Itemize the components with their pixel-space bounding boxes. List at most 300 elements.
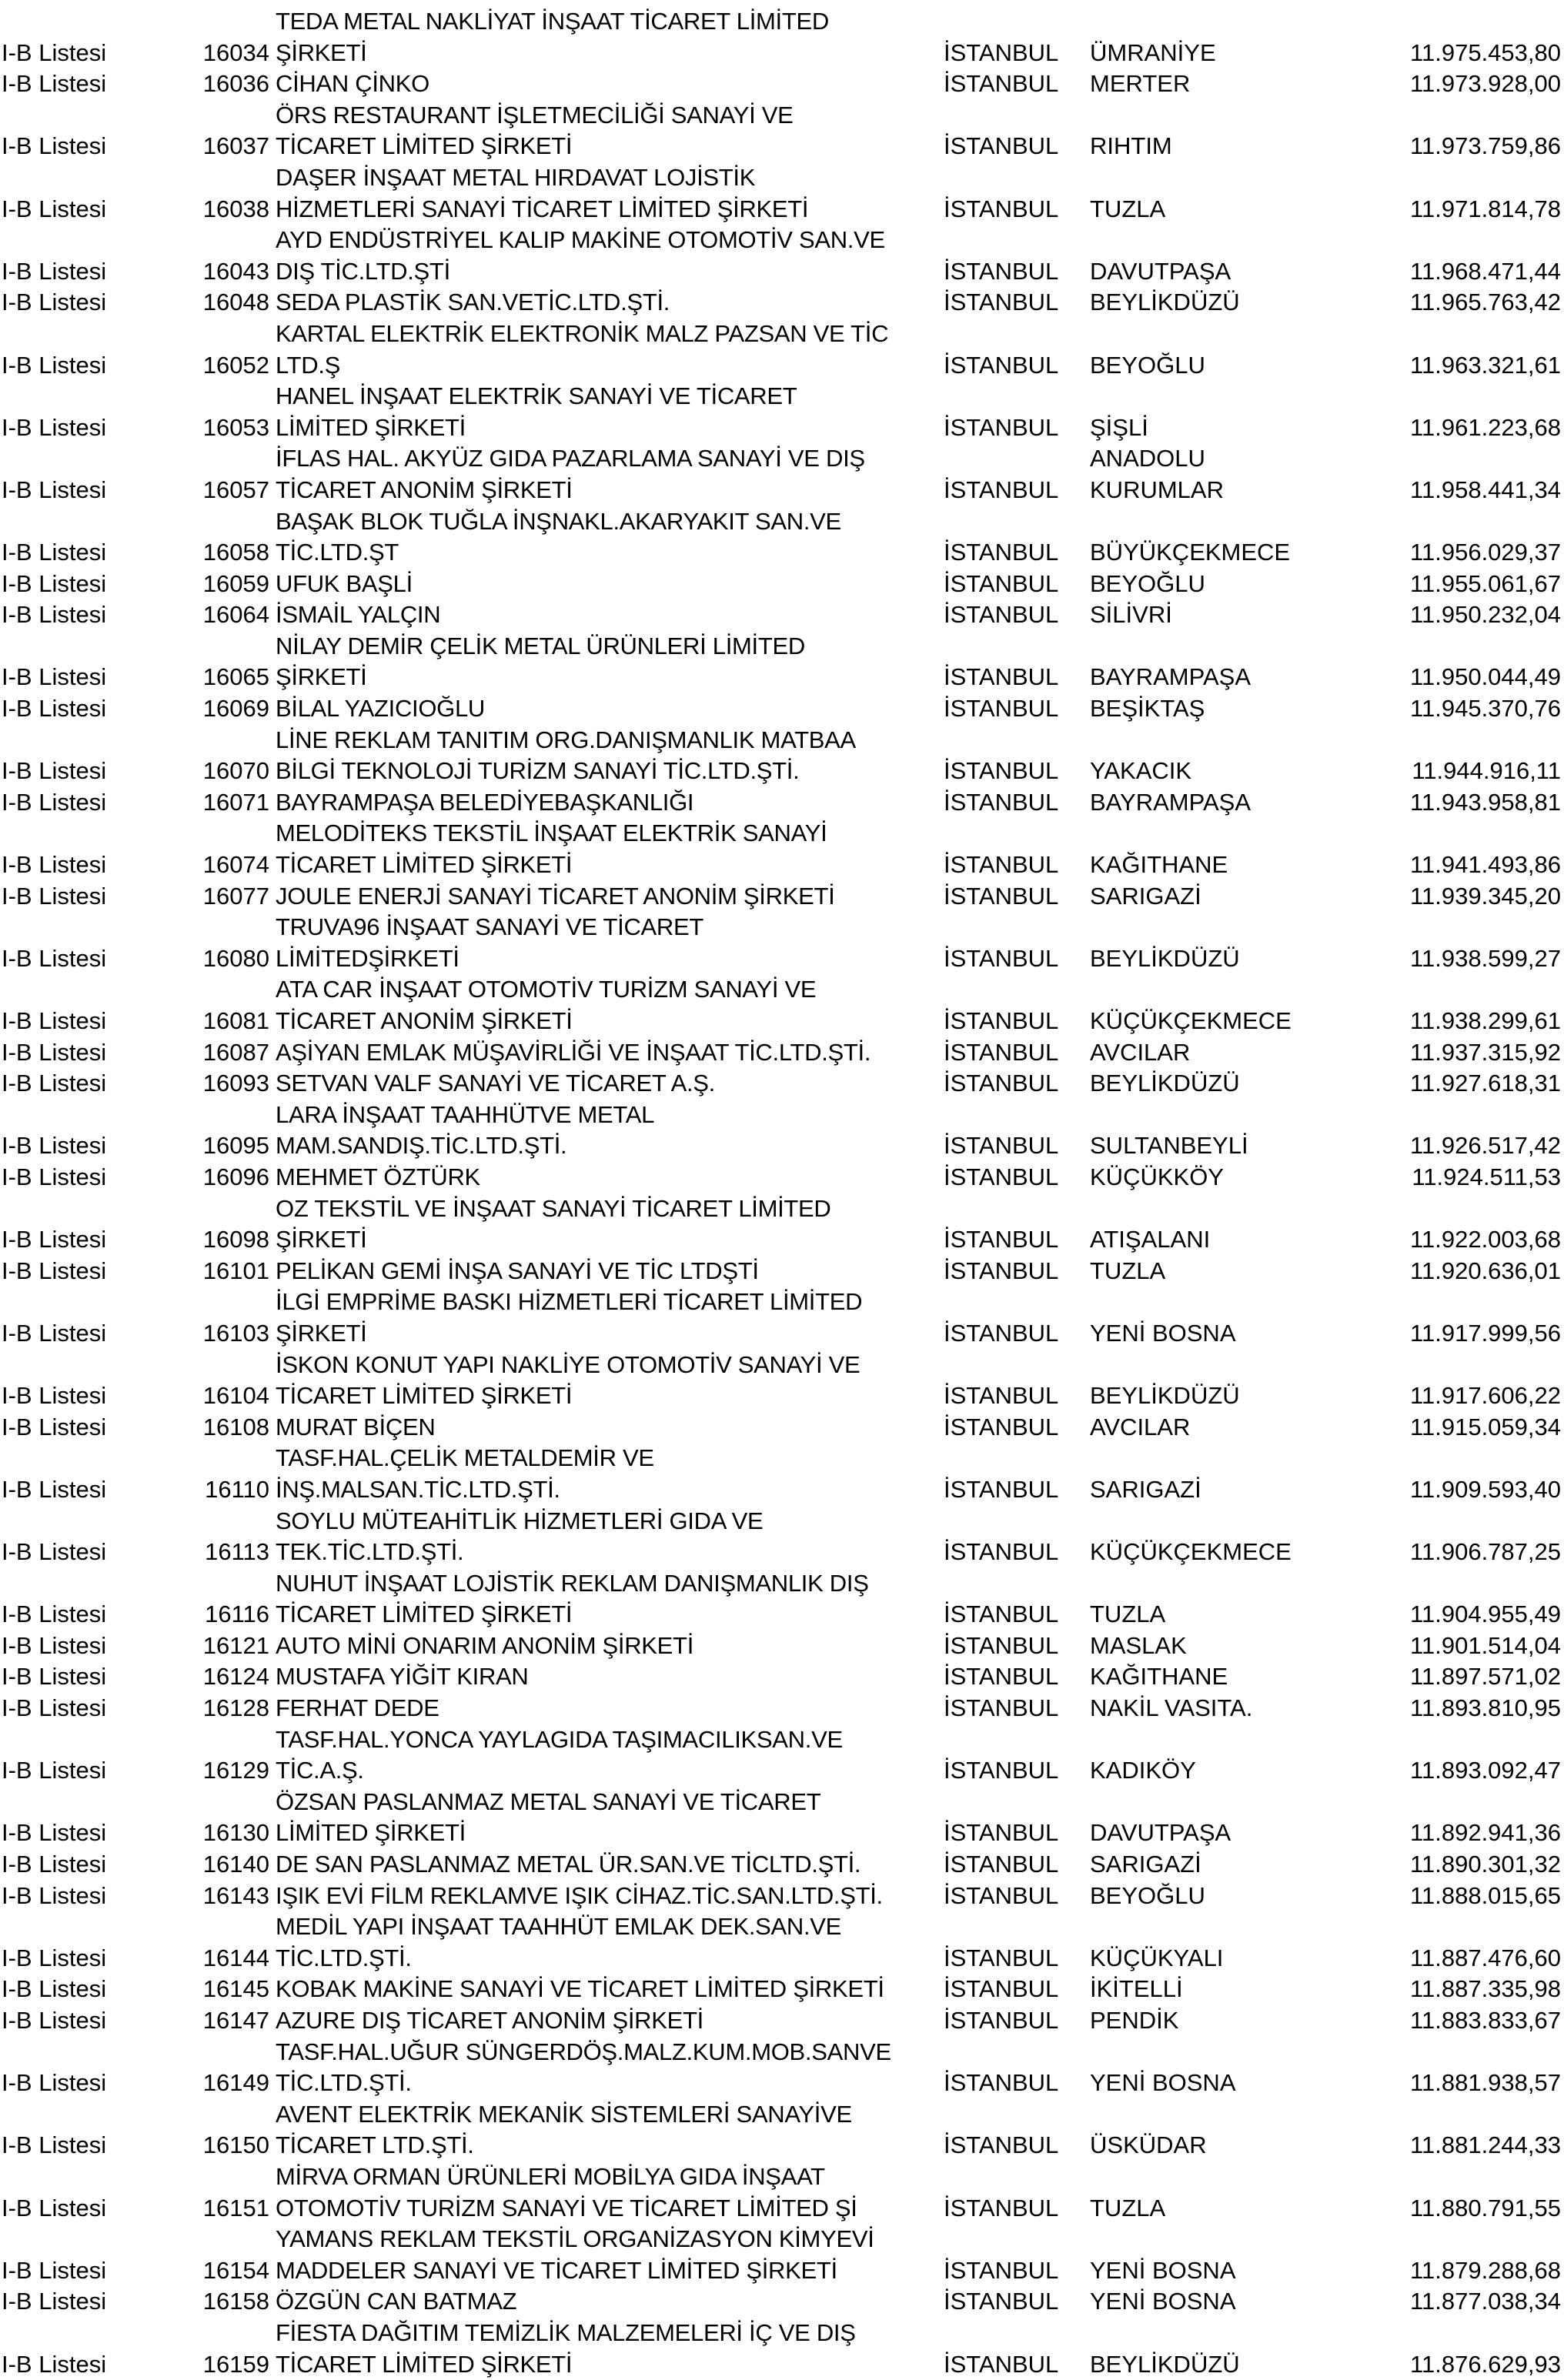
amount-cell: 11.893.810,95	[1410, 1694, 1561, 1722]
record-id-cell: 16121	[202, 1631, 269, 1659]
row-line	[0, 1974, 1564, 2005]
amount-cell: 11.887.335,98	[1410, 1975, 1561, 2003]
company-name-cell: OZ TEKSTİL VE İNŞAAT SANAYİ TİCARET LİMİTED	[276, 1194, 831, 1222]
list-type-cell: I-B Listesi	[2, 38, 107, 66]
table-row	[0, 1568, 1564, 1631]
table-row	[0, 1693, 1564, 1724]
company-name-cell: ŞİRKETİ	[276, 663, 367, 691]
city-cell: İSTANBUL	[944, 1007, 1059, 1034]
table-row	[0, 100, 1564, 162]
row-line	[0, 2130, 1564, 2161]
city-cell: İSTANBUL	[944, 413, 1059, 441]
row-line	[0, 68, 1564, 100]
amount-cell: 11.924.511,53	[1412, 1163, 1561, 1190]
list-type-cell: I-B Listesi	[2, 2256, 107, 2284]
city-cell: İSTANBUL	[944, 1257, 1059, 1284]
city-cell: İSTANBUL	[944, 601, 1059, 629]
row-line	[0, 475, 1564, 506]
table-row	[0, 2161, 1564, 2224]
company-name-cell: TİC.LTD.ŞTİ.	[276, 2069, 412, 2097]
district-cell: BAYRAMPAŞA	[1090, 788, 1252, 816]
amount-cell: 11.938.299,61	[1410, 1007, 1561, 1034]
company-name-cell: AUTO MİNİ ONARIM ANONİM ŞİRKETİ	[276, 1631, 694, 1659]
row-line	[0, 725, 1564, 756]
record-id-cell: 16069	[202, 695, 269, 723]
record-id-cell: 16070	[202, 757, 269, 785]
company-name-cell: MEHMET ÖZTÜRK	[276, 1163, 480, 1190]
list-type-cell: I-B Listesi	[2, 1538, 107, 1566]
record-id-cell: 16150	[202, 2131, 269, 2159]
company-name-cell: AŞİYAN EMLAK MÜŞAVİRLİĞİ VE İNŞAAT TİC.LTD.ŞTİ.	[276, 1038, 871, 1066]
amount-cell: 11.968.471,44	[1410, 257, 1561, 285]
company-name-cell: BAŞAK BLOK TUĞLA İNŞNAKL.AKARYAKIT SAN.VE	[276, 507, 841, 535]
table-row	[0, 881, 1564, 913]
list-type-cell: I-B Listesi	[2, 2131, 107, 2159]
record-id-cell: 16071	[202, 788, 269, 816]
company-name-cell: ÖZSAN PASLANMAZ METAL SANAYİ VE TİCARET	[276, 1788, 821, 1815]
company-name-cell: TASF.HAL.YONCA YAYLAGIDA TAŞIMACILIKSAN.VE	[276, 1725, 843, 1753]
row-line	[0, 974, 1564, 1006]
row-line	[0, 1130, 1564, 1162]
company-name-cell: İSMAİL YALÇIN	[276, 601, 441, 629]
company-name-cell: KOBAK MAKİNE SANAYİ VE TİCARET LİMİTED ŞİRKETİ	[276, 1975, 884, 2003]
company-name-cell: ATA CAR İNŞAAT OTOMOTİV TURİZM SANAYİ VE	[276, 976, 817, 1003]
district-cell: ÜMRANİYE	[1090, 38, 1216, 66]
company-name-cell: TİCARET LİMİTED ŞİRKETİ	[276, 851, 573, 879]
company-name-cell: BİLAL YAZICIOĞLU	[276, 695, 486, 723]
row-line	[0, 1693, 1564, 1724]
city-cell: İSTANBUL	[944, 70, 1059, 98]
row-line	[0, 2193, 1564, 2225]
amount-cell: 11.922.003,68	[1410, 1226, 1561, 1253]
district-cell: BEYOĞLU	[1090, 351, 1205, 379]
list-type-cell: I-B Listesi	[2, 476, 107, 503]
record-id-cell: 16059	[202, 569, 269, 597]
district-cell: RIHTIM	[1090, 132, 1172, 160]
company-name-cell: TİC.LTD.ŞT	[276, 539, 399, 566]
list-type-cell: I-B Listesi	[2, 882, 107, 910]
district-cell: TUZLA	[1090, 195, 1166, 222]
record-id-cell: 16130	[202, 1819, 269, 1847]
amount-cell: 11.973.928,00	[1410, 70, 1561, 98]
company-name-cell: TEDA METAL NAKLİYAT İNŞAAT TİCARET LİMİTED	[276, 8, 829, 35]
table-row	[0, 1350, 1564, 1412]
table-row	[0, 1881, 1564, 1912]
city-cell: İSTANBUL	[944, 788, 1059, 816]
district-cell: PENDİK	[1090, 2007, 1179, 2034]
row-line	[0, 256, 1564, 288]
list-type-cell: I-B Listesi	[2, 601, 107, 629]
row-line	[0, 1162, 1564, 1193]
row-line	[0, 2005, 1564, 2037]
company-name-cell: LİMİTEDŞİRKETİ	[276, 944, 460, 972]
city-cell: İSTANBUL	[944, 1413, 1059, 1440]
record-id-cell: 16129	[202, 1757, 269, 1784]
company-name-cell: MAM.SANDIŞ.TİC.LTD.ŞTİ.	[276, 1132, 567, 1160]
company-name-cell: MADDELER SANAYİ VE TİCARET LİMİTED ŞİRKETİ	[276, 2256, 837, 2284]
city-cell: İSTANBUL	[944, 1631, 1059, 1659]
table-row	[0, 1287, 1564, 1349]
amount-cell: 11.888.015,65	[1410, 1881, 1561, 1909]
company-name-cell: ÖRS RESTAURANT İŞLETMECİLİĞİ SANAYİ VE	[276, 101, 794, 129]
list-type-cell: I-B Listesi	[2, 2007, 107, 2034]
record-id-cell: 16036	[202, 70, 269, 98]
record-id-cell: 16104	[202, 1382, 269, 1410]
city-cell: İSTANBUL	[944, 1382, 1059, 1410]
company-name-cell: TİC.A.Ş.	[276, 1757, 364, 1784]
company-name-cell: ÖZGÜN CAN BATMAZ	[276, 2288, 517, 2315]
company-name-cell: MURAT BİÇEN	[276, 1413, 436, 1440]
record-id-cell: 16145	[202, 1975, 269, 2003]
district-cell: KÜÇÜKKÖY	[1090, 1163, 1224, 1190]
list-type-cell: I-B Listesi	[2, 539, 107, 566]
city-cell: İSTANBUL	[944, 1538, 1059, 1566]
row-line	[0, 6, 1564, 38]
city-cell: İSTANBUL	[944, 351, 1059, 379]
amount-cell: 11.955.061,67	[1410, 569, 1561, 597]
row-line	[0, 2037, 1564, 2068]
table-row	[0, 1506, 1564, 1568]
company-name-cell: MUSTAFA YİĞİT KIRAN	[276, 1663, 529, 1691]
city-cell: İSTANBUL	[944, 289, 1059, 316]
list-type-cell: I-B Listesi	[2, 195, 107, 222]
district-cell: BÜYÜKÇEKMECE	[1090, 539, 1291, 566]
company-name-cell: YAMANS REKLAM TEKSTİL ORGANİZASYON KİMYEVİ	[276, 2225, 874, 2253]
row-line	[0, 1006, 1564, 1037]
district-cell: KADIKÖY	[1090, 1757, 1196, 1784]
row-line	[0, 1224, 1564, 1256]
table-row	[0, 381, 1564, 443]
district-cell: TUZLA	[1090, 1257, 1166, 1284]
record-id-cell: 16159	[202, 2350, 269, 2378]
table-row	[0, 2286, 1564, 2318]
company-name-cell: FİESTA DAĞITIM TEMİZLİK MALZEMELERİ İÇ VE DIŞ	[276, 2318, 856, 2346]
company-name-cell: TİCARET LTD.ŞTİ.	[276, 2131, 474, 2159]
list-type-cell: I-B Listesi	[2, 1631, 107, 1659]
city-cell: İSTANBUL	[944, 1475, 1059, 1503]
company-name-cell: HANEL İNŞAAT ELEKTRİK SANAYİ VE TİCARET	[276, 382, 797, 410]
row-line	[0, 1661, 1564, 1693]
list-type-cell: I-B Listesi	[2, 1382, 107, 1410]
record-id-cell: 16110	[205, 1475, 269, 1503]
table-row	[0, 1974, 1564, 2005]
table-row	[0, 2318, 1564, 2380]
record-id-cell: 16037	[202, 132, 269, 160]
table-row	[0, 506, 1564, 569]
list-type-cell: I-B Listesi	[2, 1226, 107, 1253]
company-name-cell: İLGİ EMPRİME BASKI HİZMETLERİ TİCARET LİMİTED	[276, 1288, 863, 1316]
list-type-cell: I-B Listesi	[2, 2288, 107, 2315]
row-line	[0, 787, 1564, 819]
amount-cell: 11.920.636,01	[1410, 1257, 1561, 1284]
table-row	[0, 68, 1564, 100]
city-cell: İSTANBUL	[944, 569, 1059, 597]
district-cell: YENİ BOSNA	[1090, 2256, 1236, 2284]
list-type-cell: I-B Listesi	[2, 695, 107, 723]
row-line	[0, 2318, 1564, 2349]
record-id-cell: 16140	[202, 1851, 269, 1878]
amount-cell: 11.938.599,27	[1410, 944, 1561, 972]
table-row	[0, 1068, 1564, 1100]
district-cell: ANADOLU	[1090, 445, 1205, 472]
company-name-cell: UFUK BAŞLİ	[276, 569, 413, 597]
table-row	[0, 162, 1564, 225]
company-name-cell: NİLAY DEMİR ÇELİK METAL ÜRÜNLERİ LİMİTED	[276, 632, 805, 659]
row-line	[0, 1037, 1564, 1069]
row-line	[0, 162, 1564, 194]
record-id-cell: 16052	[202, 351, 269, 379]
table-row	[0, 287, 1564, 319]
row-line	[0, 2286, 1564, 2318]
amount-cell: 11.956.029,37	[1410, 539, 1561, 566]
table-row	[0, 818, 1564, 880]
record-id-cell: 16034	[202, 38, 269, 66]
table-row	[0, 974, 1564, 1036]
row-line	[0, 1193, 1564, 1225]
amount-cell: 11.945.370,76	[1410, 695, 1561, 723]
company-name-cell: TİCARET LİMİTED ŞİRKETİ	[276, 132, 573, 160]
table-row	[0, 319, 1564, 381]
district-cell: TUZLA	[1090, 1601, 1166, 1628]
city-cell: İSTANBUL	[944, 2194, 1059, 2221]
company-name-cell: BAYRAMPAŞA BELEDİYEBAŞKANLIĞI	[276, 788, 694, 816]
district-cell: BAYRAMPAŞA	[1090, 663, 1252, 691]
row-line	[0, 1068, 1564, 1100]
list-type-cell: I-B Listesi	[2, 1070, 107, 1097]
company-name-cell: PELİKAN GEMİ İNŞA SANAYİ VE TİC LTDŞTİ	[276, 1257, 759, 1284]
district-cell: ÜSKÜDAR	[1090, 2131, 1207, 2159]
district-cell: BEYOĞLU	[1090, 1881, 1205, 1909]
list-type-cell: I-B Listesi	[2, 1475, 107, 1503]
record-id-cell: 16103	[202, 1319, 269, 1347]
district-cell: KÜÇÜKYALI	[1090, 1944, 1224, 1971]
district-cell: BEYLİKDÜZÜ	[1090, 1382, 1240, 1410]
company-name-cell: MEDİL YAPI İNŞAAT TAAHHÜT EMLAK DEK.SAN.VE	[276, 1913, 842, 1941]
list-type-cell: I-B Listesi	[2, 1413, 107, 1440]
row-line	[0, 1537, 1564, 1568]
city-cell: İSTANBUL	[944, 1132, 1059, 1160]
records-table	[0, 6, 1564, 2380]
row-line	[0, 881, 1564, 913]
row-line	[0, 131, 1564, 162]
company-name-cell: İNŞ.MALSAN.TİC.LTD.ŞTİ.	[276, 1475, 560, 1503]
row-line	[0, 443, 1564, 475]
city-cell: İSTANBUL	[944, 2007, 1059, 2034]
district-cell: BEYOĞLU	[1090, 569, 1205, 597]
city-cell: İSTANBUL	[944, 132, 1059, 160]
list-type-cell: I-B Listesi	[2, 289, 107, 316]
district-cell: YENİ BOSNA	[1090, 1319, 1236, 1347]
row-line	[0, 912, 1564, 943]
company-name-cell: AVENT ELEKTRİK MEKANİK SİSTEMLERİ SANAYİVE	[276, 2100, 852, 2128]
row-line	[0, 943, 1564, 975]
amount-cell: 11.901.514,04	[1410, 1631, 1561, 1659]
city-cell: İSTANBUL	[944, 1819, 1059, 1847]
company-name-cell: TİC.LTD.ŞTİ.	[276, 1944, 412, 1971]
district-cell: SARIGAZİ	[1090, 1475, 1201, 1503]
district-cell: YENİ BOSNA	[1090, 2069, 1236, 2097]
company-name-cell: MELODİTEKS TEKSTİL İNŞAAT ELEKTRİK SANAYİ	[276, 819, 827, 847]
table-row	[0, 1443, 1564, 1505]
record-id-cell: 16038	[202, 195, 269, 222]
company-name-cell: LİNE REKLAM TANITIM ORG.DANIŞMANLIK MATBAA	[276, 726, 856, 753]
amount-cell: 11.943.958,81	[1410, 788, 1561, 816]
row-line	[0, 100, 1564, 132]
list-type-cell: I-B Listesi	[2, 1601, 107, 1628]
list-type-cell: I-B Listesi	[2, 1975, 107, 2003]
table-row	[0, 1661, 1564, 1693]
row-line	[0, 319, 1564, 350]
city-cell: İSTANBUL	[944, 1694, 1059, 1722]
company-name-cell: LİMİTED ŞİRKETİ	[276, 1819, 466, 1847]
company-name-cell: ŞİRKETİ	[276, 1226, 367, 1253]
record-id-cell: 16116	[205, 1601, 269, 1628]
table-row	[0, 6, 1564, 68]
district-cell: KURUMLAR	[1090, 476, 1224, 503]
company-name-cell: TİCARET ANONİM ŞİRKETİ	[276, 476, 573, 503]
table-row	[0, 225, 1564, 287]
company-name-cell: TİCARET LİMİTED ŞİRKETİ	[276, 1382, 573, 1410]
amount-cell: 11.963.321,61	[1410, 351, 1561, 379]
record-id-cell: 16064	[202, 601, 269, 629]
row-line	[0, 1911, 1564, 1943]
list-type-cell: I-B Listesi	[2, 1881, 107, 1909]
amount-cell: 11.961.223,68	[1410, 413, 1561, 441]
district-cell: KAĞITHANE	[1090, 851, 1228, 879]
company-name-cell: LİMİTED ŞİRKETİ	[276, 413, 466, 441]
list-type-cell: I-B Listesi	[2, 351, 107, 379]
amount-cell: 11.927.618,31	[1410, 1070, 1561, 1097]
row-line	[0, 350, 1564, 382]
row-line	[0, 381, 1564, 412]
row-line	[0, 1380, 1564, 1412]
list-type-cell: I-B Listesi	[2, 663, 107, 691]
district-cell: KÜÇÜKÇEKMECE	[1090, 1007, 1292, 1034]
row-line	[0, 1599, 1564, 1631]
city-cell: İSTANBUL	[944, 1663, 1059, 1691]
table-row	[0, 912, 1564, 974]
row-line	[0, 662, 1564, 693]
amount-cell: 11.973.759,86	[1410, 132, 1561, 160]
record-id-cell: 16143	[202, 1881, 269, 1909]
company-name-cell: BİLGİ TEKNOLOJİ TURİZM SANAYİ TİC.LTD.ŞTİ.	[276, 757, 800, 785]
row-line	[0, 1881, 1564, 1912]
row-line	[0, 2161, 1564, 2193]
record-id-cell: 16095	[202, 1132, 269, 1160]
table-row	[0, 631, 1564, 693]
table-row	[0, 693, 1564, 725]
list-type-cell: I-B Listesi	[2, 1132, 107, 1160]
record-id-cell: 16048	[202, 289, 269, 316]
table-row	[0, 443, 1564, 506]
row-line	[0, 1287, 1564, 1318]
record-id-cell: 16057	[202, 476, 269, 503]
city-cell: İSTANBUL	[944, 476, 1059, 503]
district-cell: MERTER	[1090, 70, 1191, 98]
amount-cell: 11.887.476,60	[1410, 1944, 1561, 1971]
city-cell: İSTANBUL	[944, 1975, 1059, 2003]
amount-cell: 11.883.833,67	[1410, 2007, 1561, 2034]
list-type-cell: I-B Listesi	[2, 757, 107, 785]
company-name-cell: DE SAN PASLANMAZ METAL ÜR.SAN.VE TİCLTD.ŞTİ.	[276, 1851, 861, 1878]
table-row	[0, 1162, 1564, 1193]
row-line	[0, 756, 1564, 787]
record-id-cell: 16087	[202, 1038, 269, 1066]
city-cell: İSTANBUL	[944, 1944, 1059, 1971]
city-cell: İSTANBUL	[944, 944, 1059, 972]
list-type-cell: I-B Listesi	[2, 1163, 107, 1190]
row-line	[0, 850, 1564, 881]
city-cell: İSTANBUL	[944, 1757, 1059, 1784]
table-row	[0, 2099, 1564, 2161]
list-type-cell: I-B Listesi	[2, 1819, 107, 1847]
record-id-cell: 16154	[202, 2256, 269, 2284]
amount-cell: 11.915.059,34	[1410, 1413, 1561, 1440]
record-id-cell: 16101	[202, 1257, 269, 1284]
district-cell: SULTANBEYLİ	[1090, 1132, 1248, 1160]
company-name-cell: TEK.TİC.LTD.ŞTİ.	[276, 1538, 464, 1566]
record-id-cell: 16151	[202, 2194, 269, 2221]
district-cell: BEYLİKDÜZÜ	[1090, 289, 1240, 316]
row-line	[0, 1443, 1564, 1474]
record-id-cell: 16128	[202, 1694, 269, 1722]
record-id-cell: 16093	[202, 1070, 269, 1097]
city-cell: İSTANBUL	[944, 1319, 1059, 1347]
district-cell: KÜÇÜKÇEKMECE	[1090, 1538, 1292, 1566]
amount-cell: 11.909.593,40	[1410, 1475, 1561, 1503]
district-cell: DAVUTPAŞA	[1090, 1819, 1231, 1847]
table-row	[0, 1256, 1564, 1287]
district-cell: BEYLİKDÜZÜ	[1090, 1070, 1240, 1097]
table-row	[0, 1193, 1564, 1256]
district-cell: BEYLİKDÜZÜ	[1090, 944, 1240, 972]
row-line	[0, 1318, 1564, 1350]
amount-cell: 11.941.493,86	[1410, 851, 1561, 879]
row-line	[0, 1474, 1564, 1506]
district-cell: KAĞITHANE	[1090, 1663, 1228, 1691]
record-id-cell: 16144	[202, 1944, 269, 1971]
record-id-cell: 16065	[202, 663, 269, 691]
district-cell: SARIGAZİ	[1090, 1851, 1201, 1878]
city-cell: İSTANBUL	[944, 757, 1059, 785]
amount-cell: 11.892.941,36	[1410, 1819, 1561, 1847]
table-row	[0, 1100, 1564, 1162]
row-line	[0, 631, 1564, 663]
company-name-cell: ŞİRKETİ	[276, 1319, 367, 1347]
table-row	[0, 1849, 1564, 1881]
list-type-cell: I-B Listesi	[2, 851, 107, 879]
record-id-cell: 16098	[202, 1226, 269, 1253]
record-id-cell: 16158	[202, 2288, 269, 2315]
row-line	[0, 1755, 1564, 1787]
district-cell: NAKİL VASITA.	[1090, 1694, 1253, 1722]
company-name-cell: KARTAL ELEKTRİK ELEKTRONİK MALZ PAZSAN VE TİC	[276, 319, 889, 347]
company-name-cell: AYD ENDÜSTRİYEL KALIP MAKİNE OTOMOTİV SAN.VE	[276, 226, 885, 254]
record-id-cell: 16096	[202, 1163, 269, 1190]
amount-cell: 11.958.441,34	[1410, 476, 1561, 503]
list-type-cell: I-B Listesi	[2, 1851, 107, 1878]
list-type-cell: I-B Listesi	[2, 1319, 107, 1347]
list-type-cell: I-B Listesi	[2, 132, 107, 160]
district-cell: İKİTELLİ	[1090, 1975, 1183, 2003]
table-row	[0, 2005, 1564, 2037]
city-cell: İSTANBUL	[944, 1601, 1059, 1628]
company-name-cell: IŞIK EVİ FİLM REKLAMVE IŞIK CİHAZ.TİC.SAN.LTD.ŞTİ.	[276, 1881, 883, 1909]
city-cell: İSTANBUL	[944, 539, 1059, 566]
amount-cell: 11.944.916,11	[1412, 757, 1561, 785]
row-line	[0, 1256, 1564, 1287]
city-cell: İSTANBUL	[944, 2069, 1059, 2097]
